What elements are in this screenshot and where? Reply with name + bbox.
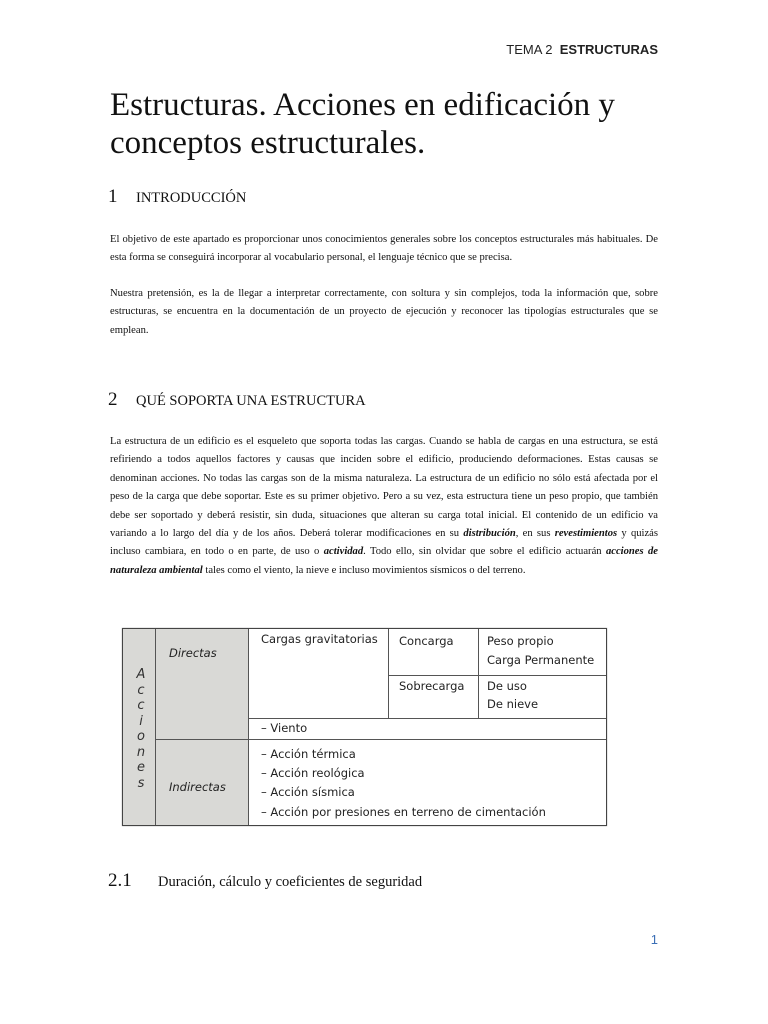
header-tema: TEMA 2 [506, 42, 553, 57]
page-number: 1 [650, 932, 658, 947]
section-2-paragraph [110, 433, 658, 580]
intro-paragraph-2: Nuestra pretensión, es la de llegar a interpretar correctamente, con soltura y sin complejos, toda la información que, sobre estructuras, se encuentra en la documentación de un proyecto de ejecución y reconocer las tipologías estructurales que se emplean. [110, 288, 658, 336]
subsection-number: 2.1 [108, 870, 132, 891]
section-2-heading [108, 389, 366, 411]
sobrecarga-cell: Sobrecarga [399, 679, 465, 693]
section-number: 1 [108, 186, 118, 207]
page-header [506, 42, 658, 57]
letter: n [136, 744, 146, 760]
divider [155, 739, 606, 740]
emphasis-distribucion: distribución [463, 528, 516, 540]
letter: c [137, 682, 145, 698]
letter: A [136, 667, 146, 682]
cargas-gravitatorias-cell: Cargas gravitatorias [261, 632, 378, 646]
letter: c [137, 698, 145, 713]
directas-label: Directas [169, 646, 217, 660]
letter: i [139, 713, 143, 729]
divider [248, 718, 606, 719]
text-run: . Todo ello, sin olvidar que sobre el edificio actuarán [363, 546, 602, 558]
indirect-item: – Acción térmica [261, 747, 356, 761]
subsection-2-1-heading [108, 870, 422, 892]
letter: e [137, 760, 145, 775]
letter: o [137, 729, 145, 744]
peso-propio-cell: Peso propio [487, 634, 554, 648]
header-topic: ESTRUCTURAS [559, 42, 658, 57]
divider [155, 629, 156, 825]
document-title: Estructuras. Acciones en edificación y conceptos estructurales. [110, 87, 615, 161]
acciones-vertical-label [133, 667, 149, 791]
indirect-item: – Acción reológica [261, 766, 365, 780]
emphasis-actividad: actividad [323, 546, 364, 558]
de-uso-cell: De uso [487, 679, 527, 693]
divider [478, 629, 479, 718]
emphasis-revestimientos: revestimientos [554, 528, 618, 540]
text-run: , en sus [515, 528, 551, 540]
intro-paragraph-1: El objetivo de este apartado es proporcionar unos conocimientos generales sobre los conceptos estructurales más habituales. De esta forma se conseguirá incorporar al vocabulario personal, el lenguaje técnico que se precisa. [110, 234, 658, 264]
indirectas-label: Indirectas [169, 780, 226, 794]
emphasis-acciones-ambiental: acciones de naturaleza ambiental [110, 546, 658, 576]
divider [388, 629, 389, 718]
actions-table [122, 628, 607, 826]
text-run: y quizás incluso cambiara, en todo o en parte, de uso o [110, 528, 659, 558]
section-number: 2 [108, 389, 118, 410]
carga-permanente-cell: Carga Permanente [487, 653, 595, 667]
indirect-item: – Acción sísmica [261, 785, 355, 799]
viento-cell: – Viento [261, 721, 308, 735]
divider [248, 629, 249, 825]
section-label: QUÉ SOPORTA UNA ESTRUCTURA [136, 393, 366, 409]
text-run: La estructura de un edificio es el esqueleto que soporta todas las cargas. Cuando se habla de cargas en una estructura, se está refiriendo a todos aquellos factores y causas que inciden sobre el edificio, produciendo deformaciones. Estas causas se denominan acciones. No todas las cargas son de la misma naturaleza. La estructura de un edificio no sólo está afectada por el peso de la carga que debe soportar. Este es su primer objetivo. Pero a su vez, esta estructura tiene un peso propio, que también debe ser soportado y deberá resistir, sin duda, situaciones que alteran su carga total inicial. El contenido de un edificio va variando a lo largo del día y de los años. Deberá tolerar modificaciones en su [110, 436, 658, 540]
text-run: tales como el viento, la nieve e incluso movimientos sísmicos o del terreno. [205, 564, 526, 576]
subsection-label: Duración, cálculo y coeficientes de seguridad [158, 874, 423, 890]
divider [388, 675, 606, 676]
concarga-cell: Concarga [399, 634, 454, 648]
indirect-item: – Acción por presiones en terreno de cimentación [261, 805, 546, 819]
de-nieve-cell: De nieve [487, 697, 539, 711]
letter: s [137, 775, 145, 791]
section-label: INTRODUCCIÓN [136, 190, 247, 206]
section-1-heading [108, 186, 246, 208]
